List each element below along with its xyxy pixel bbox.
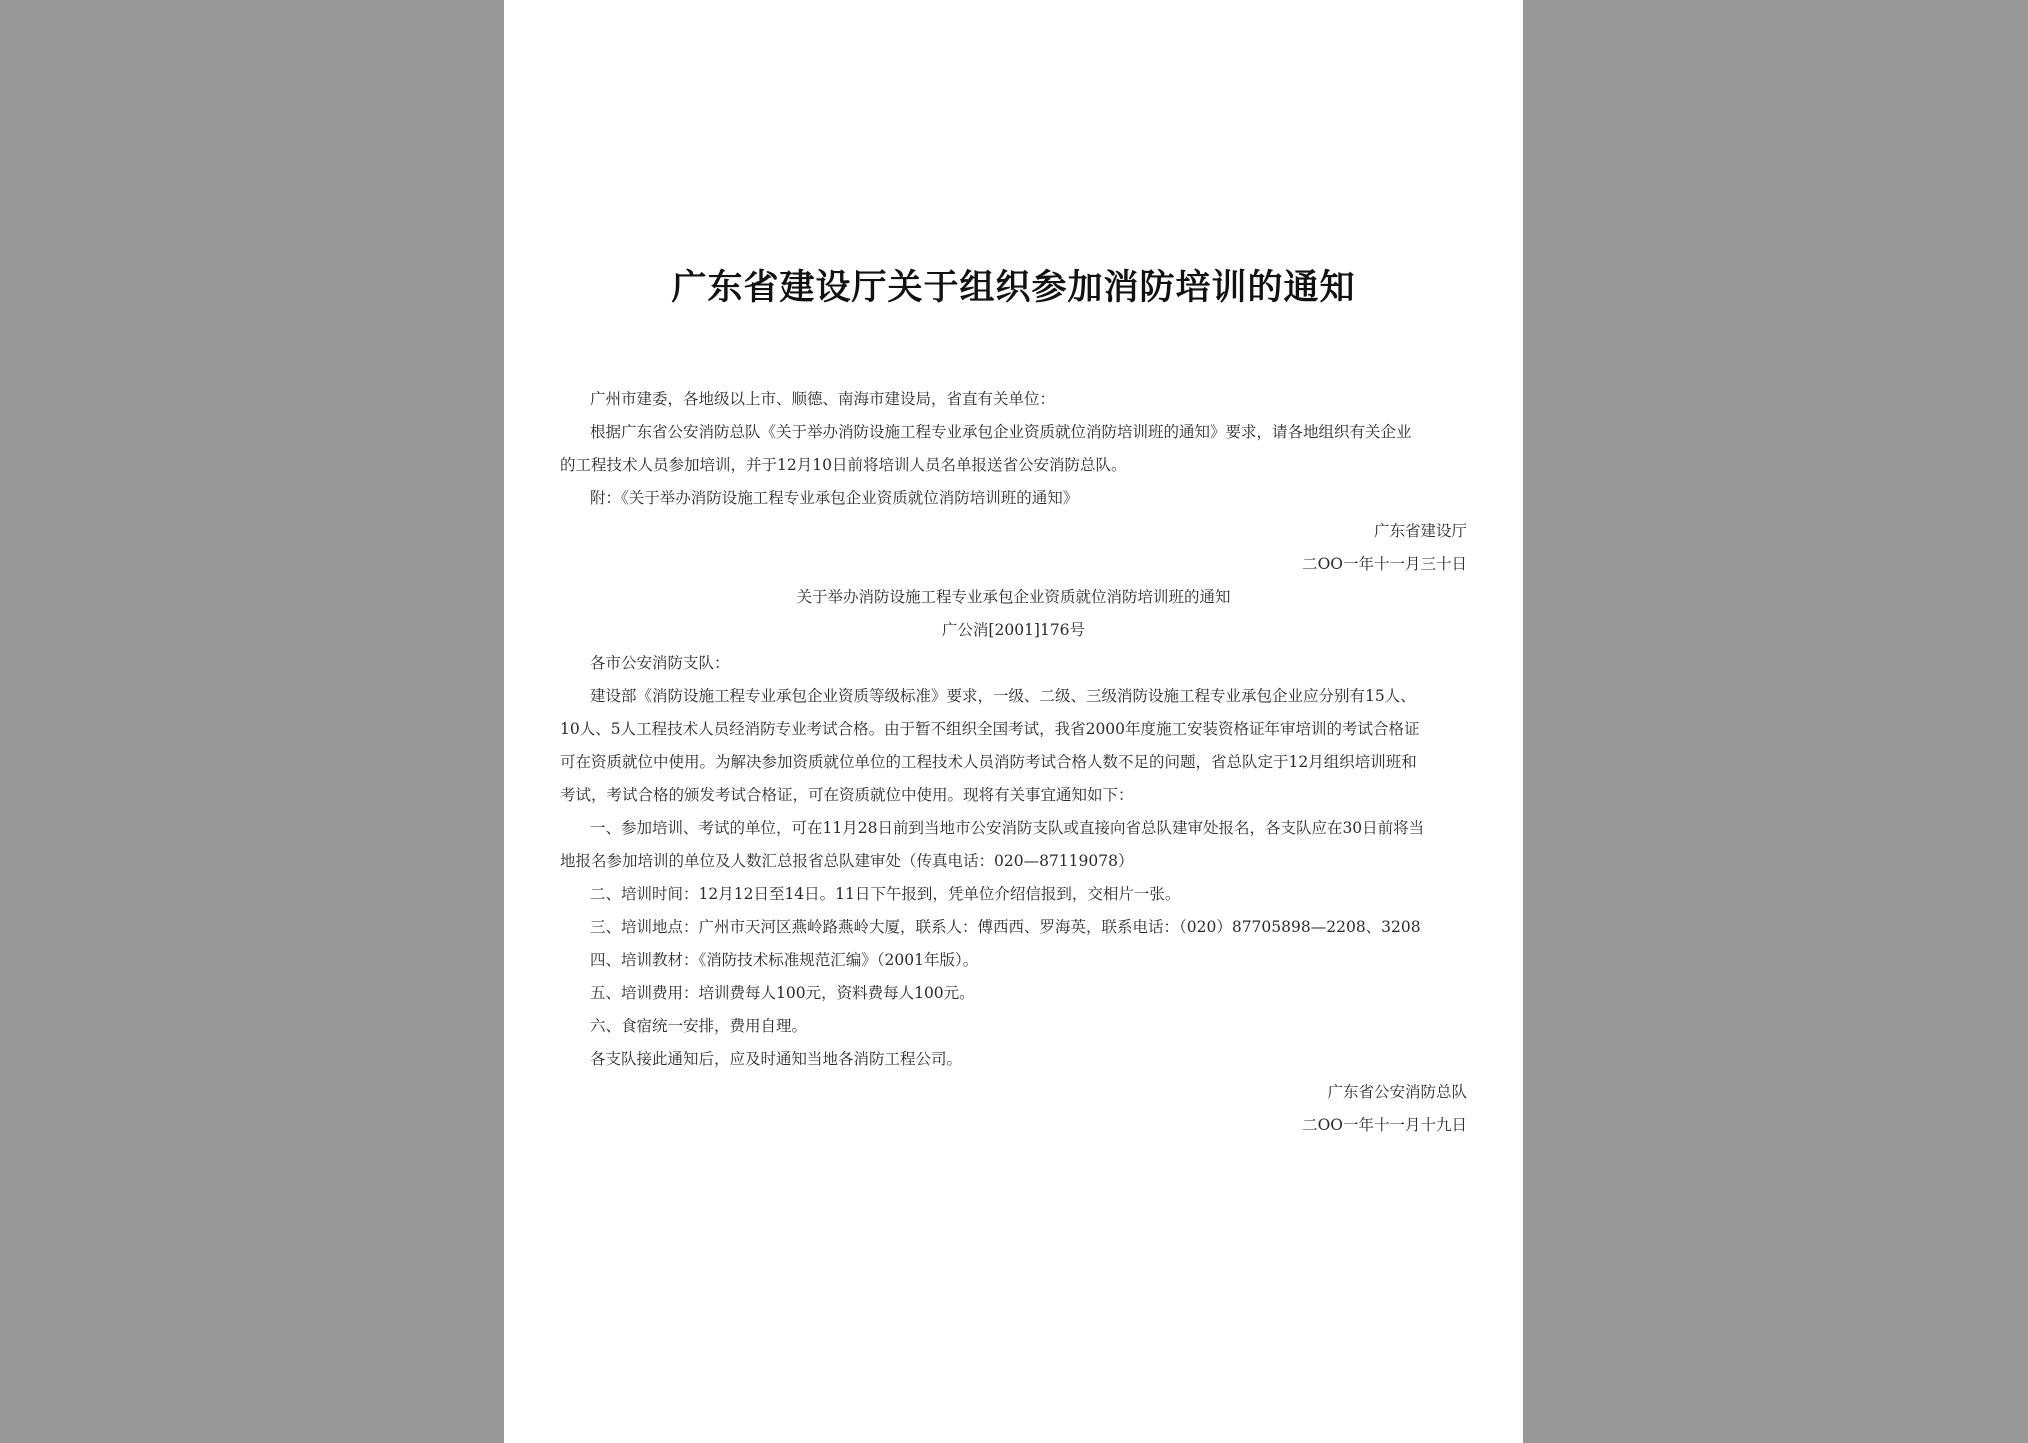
document-title: 广东省建设厅关于组织参加消防培训的通知 (671, 267, 1356, 308)
salutation: 广州市建委，各地级以上市、顺德、南海市建设局，省直有关单位： (590, 390, 1056, 408)
list-item: 二、培训时间：12月12日至14日。11日下午报到，凭单位介绍信报到，交相片一张。 (590, 885, 1181, 903)
closing-line: 各支队接此通知后，应及时通知当地各消防工程公司。 (590, 1050, 963, 1068)
body-paragraph-line: 的工程技术人员参加培训，并于12月10日前将培训人员名单报送省公安消防总队。 (560, 456, 1127, 474)
list-item: 四、培训教材：《消防技术标准规范汇编》（2001年版）。 (590, 951, 979, 969)
list-item: 地报名参加培训的单位及人数汇总报省总队建审处（传真电话：020—87119078） (560, 852, 1134, 870)
issuer-name: 广东省公安消防总队 (1327, 1083, 1467, 1101)
list-item: 五、培训费用：培训费每人100元，资料费每人100元。 (590, 984, 975, 1002)
body-paragraph-line: 10人、5人工程技术人员经消防专业考试合格。由于暂不组织全国考试，我省2000年度施工安装资格证年审培训的考试合格证 (560, 720, 1420, 738)
attached-notice-title: 关于举办消防设施工程专业承包企业资质就位消防培训班的通知 (796, 588, 1231, 606)
issuer-name: 广东省建设厅 (1373, 522, 1467, 540)
body-paragraph-line: 可在资质就位中使用。为解决参加资质就位单位的工程技术人员消防考试合格人数不足的问题，省总队定于12月组织培训班和 (560, 753, 1417, 771)
issue-date: 二OO一年十一月三十日 (1302, 555, 1467, 573)
body-paragraph-line: 考试，考试合格的颁发考试合格证，可在资质就位中使用。现将有关事宜通知如下： (560, 786, 1134, 804)
document-page (504, 0, 1523, 1443)
list-item: 一、参加培训、考试的单位，可在11月28日前到当地市公安消防支队或直接向省总队建审处报名，各支队应在30日前将当 (590, 819, 1425, 837)
issue-date: 二OO一年十一月十九日 (1302, 1116, 1467, 1134)
attached-notice-number: 广公消[2001]176号 (941, 621, 1086, 639)
attached-salutation: 各市公安消防支队： (590, 654, 730, 672)
list-item: 三、培训地点：广州市天河区燕岭路燕岭大厦，联系人：傅西西、罗海英，联系电话：（020）87705898—2208、3208 (590, 918, 1421, 936)
body-paragraph-line: 建设部《消防设施工程专业承包企业资质等级标准》要求，一级、二级、三级消防设施工程专业承包企业应分别有15人、 (590, 687, 1416, 705)
attachment-line: 附：《关于举办消防设施工程专业承包企业资质就位消防培训班的通知》 (590, 489, 1079, 507)
body-paragraph-line: 根据广东省公安消防总队《关于举办消防设施工程专业承包企业资质就位消防培训班的通知》要求，请各地组织有关企业 (590, 423, 1412, 441)
list-item: 六、食宿统一安排，费用自理。 (590, 1017, 808, 1035)
